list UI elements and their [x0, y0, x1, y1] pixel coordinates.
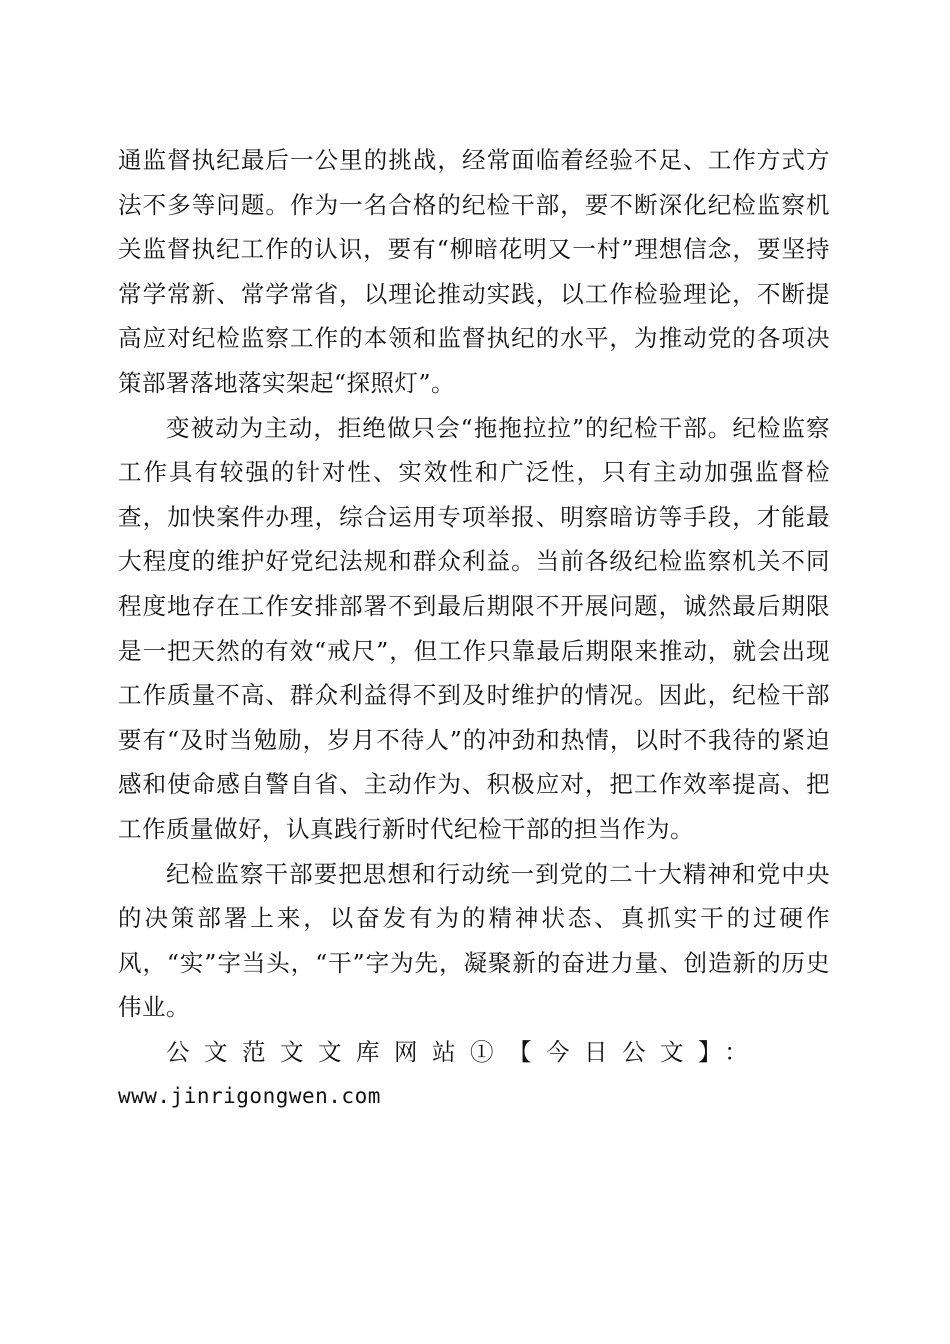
document-page — [118, 138, 830, 1119]
paragraph-continuation: 通监督执纪最后一公里的挑战，经常面临着经验不足、工作方式方法不多等问题。作为一名合格的纪检干部，要不断深化纪检监察机关监督执纪工作的认识，要有“柳暗花明又一村”理想信念，要坚持常学常新、常学常省，以理论推动实践，以工作检验理论，不断提高应对纪检监察工作的本领和监督执纪的水平，为推动党的各项决策部署落地落实架起“探照灯”。 — [118, 146, 830, 397]
footer-source-label: 公文范文文库网站①【今日公文】： — [166, 1037, 763, 1066]
paragraph-conclusion: 纪检监察干部要把思想和行动统一到党的二十大精神和党中央的决策部署上来，以奋发有为的精神状态、真抓实干的过硬作风，“实”字当头，“干”字为先，凝聚新的奋进力量、创造新的历史伟业。 — [118, 859, 830, 1022]
paragraph-initiative: 变被动为主动，拒绝做只会“拖拖拉拉”的纪检干部。纪检监察工作具有较强的针对性、实效性和广泛性，只有主动加强监督检查，加快案件办理，综合运用专项举报、明察暗访等手段，才能最大程度的维护好党纪法规和群众利益。当前各级纪检监察机关不同程度地存在工作安排部署不到最后期限不开展问题，诚然最后期限是一把天然的有效“戒尺”，但工作只靠最后期限来推动，就会出现工作质量不高、群众利益得不到及时维护的情况。因此，纪检干部要有“及时当勉励，岁月不待人”的冲劲和热情，以时不我待的紧迫感和使命感自警自省、主动作为、积极应对，把工作效率提高、把工作质量做好，认真践行新时代纪检干部的担当作为。 — [118, 413, 830, 843]
footer-source-url: www.jinrigongwen.com — [118, 1084, 381, 1109]
